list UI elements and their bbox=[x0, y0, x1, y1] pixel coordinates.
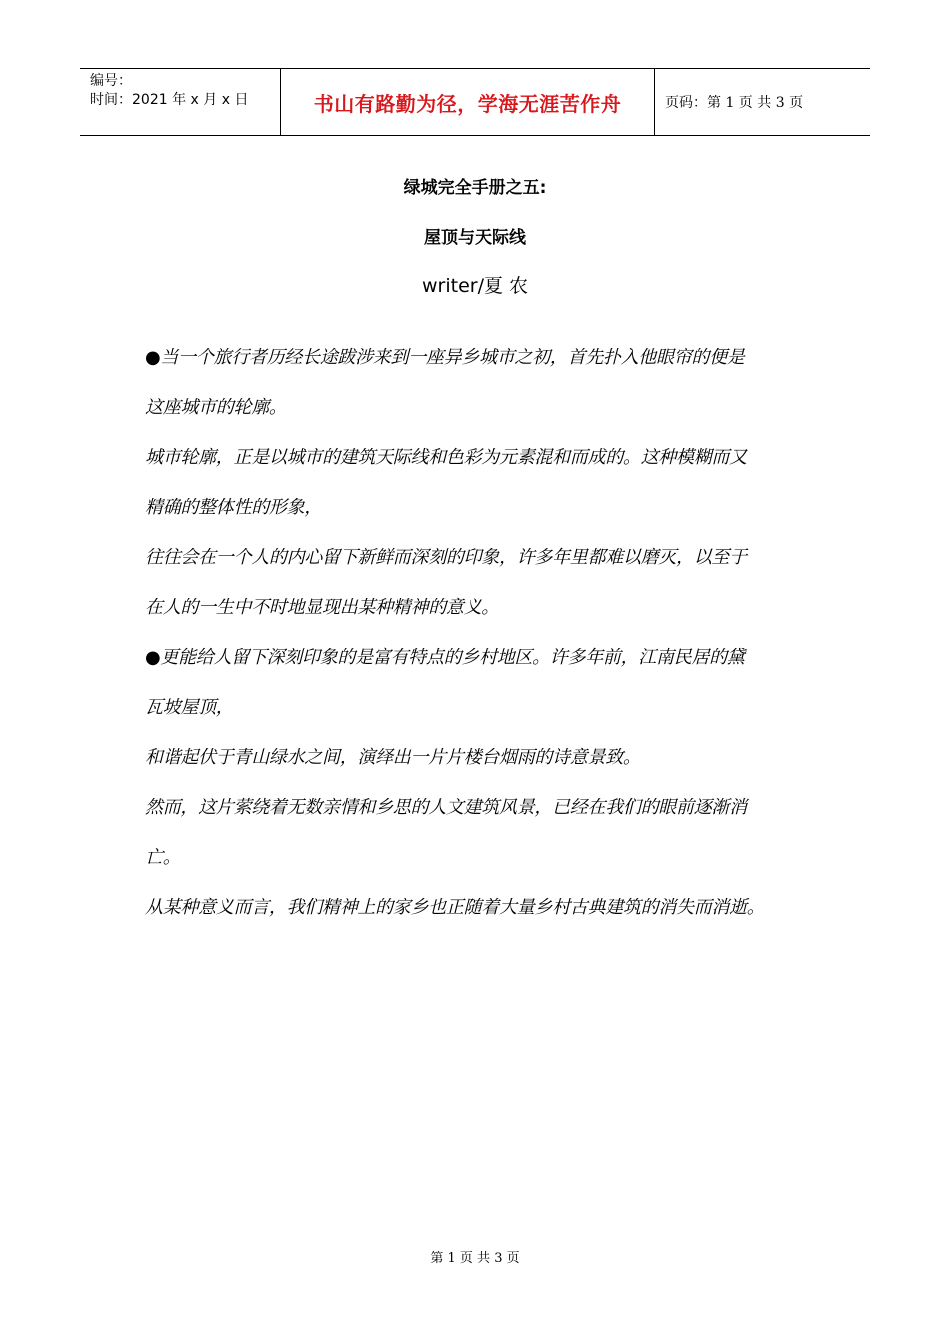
paragraph-line: ●当一个旅行者历经长途跋涉来到一座异乡城市之初，首先扑入他眼帘的便是 bbox=[145, 347, 745, 368]
document-number-label: 编号： bbox=[90, 73, 132, 89]
paragraph-line: 精确的整体性的形象， bbox=[145, 497, 322, 518]
document-time-label: 时间：2021 年 x 月 x 日 bbox=[90, 92, 249, 108]
paragraph-line: 瓦坡屋顶， bbox=[145, 697, 234, 718]
paragraph-line: 和谐起伏于青山绿水之间，演绎出一片片楼台烟雨的诗意景致。 bbox=[145, 747, 641, 768]
article-title: 绿城完全手册之五: bbox=[403, 178, 547, 198]
header-motto-cell bbox=[281, 69, 655, 135]
paragraph-line: 往往会在一个人的内心留下新鲜而深刻的印象，许多年里都难以磨灭，以至于 bbox=[145, 547, 747, 568]
paragraph-line: 然而，这片萦绕着无数亲情和乡思的人文建筑风景，已经在我们的眼前逐渐消 bbox=[145, 797, 747, 818]
header-page-info: 页码：第 1 页 共 3 页 bbox=[665, 95, 804, 111]
header-meta-cell bbox=[80, 69, 281, 135]
header-motto: 书山有路勤为径，学海无涯苦作舟 bbox=[313, 91, 622, 116]
paragraph-line: 亡。 bbox=[145, 847, 181, 868]
paragraph-line: 在人的一生中不时地显现出某种精神的意义。 bbox=[145, 597, 499, 618]
paragraph-line: 城市轮廓，正是以城市的建筑天际线和色彩为元素混和而成的。这种模糊而又 bbox=[145, 447, 747, 468]
paragraph-line: ●更能给人留下深刻印象的是富有特点的乡村地区。许多年前，江南民居的黛 bbox=[145, 647, 745, 668]
article-subtitle: 屋顶与天际线 bbox=[424, 228, 526, 248]
header-page-cell bbox=[655, 69, 870, 135]
paragraph-line: 从某种意义而言，我们精神上的家乡也正随着大量乡村古典建筑的消失而消逝。 bbox=[145, 897, 765, 918]
page-footer: 第 1 页 共 3 页 bbox=[430, 1251, 520, 1266]
paragraph-line: 这座城市的轮廓。 bbox=[145, 397, 287, 418]
article-author: writer/夏 农 bbox=[421, 275, 529, 297]
document-header bbox=[80, 68, 870, 136]
